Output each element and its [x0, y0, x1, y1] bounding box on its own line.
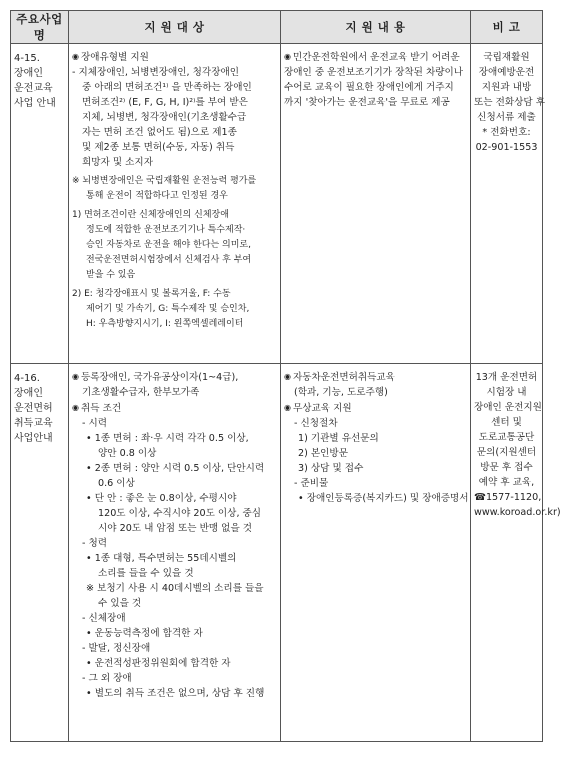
- note-line: 시험장 내: [486, 387, 527, 398]
- header-target: 지 원 대 상: [69, 11, 281, 44]
- program-number: 4-15.: [14, 53, 40, 64]
- program-name-cell: [11, 44, 69, 364]
- website-url: www.koroad.or.kr): [474, 507, 561, 518]
- target-cell: [69, 44, 281, 364]
- target-cell: [69, 364, 281, 742]
- text-line: ※ 보청기 사용 시 40데시벨의 소리를 들을: [86, 583, 264, 594]
- text-line: - 신체장애: [82, 613, 126, 624]
- section-heading: ◉ 취득 조건: [72, 403, 122, 414]
- section-heading: ◉ 무상교육 지원: [284, 403, 352, 414]
- text-line: (학과, 기능, 도로주행): [294, 387, 388, 398]
- table-row: [11, 44, 543, 364]
- note-cell: [471, 364, 561, 742]
- text-line: 자는 면허 조건 없어도 됨)으로 제1종: [82, 127, 237, 138]
- footnote-line: 전국운전면허시험장에서 신체검사 후 부여: [86, 255, 252, 265]
- text-line: ◉ 등록장애인, 국가유공상이자(1~4급),: [72, 372, 239, 383]
- program-name-line: 취득교육: [14, 418, 53, 429]
- footnote-line: H: 우측방향지시기, I: 왼쪽엑셀레레이터: [86, 319, 244, 329]
- footnote-line: 제어기 및 가속기, G: 특수제작 및 승인차,: [86, 304, 250, 314]
- circle-bullet-icon: ◉: [284, 403, 291, 412]
- table-row: [11, 364, 543, 742]
- note-line: 장애예방운전: [478, 67, 535, 78]
- text-line: - 신청절차: [294, 418, 338, 429]
- program-number: 4-16.: [14, 373, 40, 384]
- program-name-line: 장애인: [14, 388, 43, 399]
- text-line: 시야 20도 내 암점 또는 반맹 없을 것: [98, 523, 253, 534]
- text-line: 양안 0.8 이상: [98, 448, 157, 459]
- note-line: 신청서류 제출: [477, 112, 536, 123]
- program-name-line: 운전교육: [14, 83, 53, 94]
- text-line: - 발달, 정신장애: [82, 643, 151, 654]
- text-line: 3) 상담 및 접수: [298, 463, 364, 474]
- text-line: 120도 이상, 수직시야 20도 이상, 중심: [98, 508, 262, 519]
- note-line: 지원과 내방: [481, 82, 532, 93]
- text-line: ◉ 민간운전학원에서 운전교육 받기 어려운: [284, 52, 460, 63]
- text-line: • 별도의 취득 조건은 없으며, 상담 후 진행: [86, 688, 265, 699]
- text-line: • 1종 면허 : 좌·우 시력 각각 0.5 이상,: [86, 433, 249, 444]
- circle-bullet-icon: ◉: [72, 52, 79, 61]
- program-name-line: 사업 안내: [14, 98, 56, 109]
- footnote-line: 정도에 적합한 운전보조기기나 특수제작·: [86, 225, 246, 235]
- footnote-line: 받을 수 있음: [86, 270, 136, 280]
- text-line: • 1종 대형, 특수면허는 55데시벨의: [86, 553, 237, 564]
- text-line: • 2종 면허 : 양안 시력 0.5 이상, 단안시력: [86, 463, 265, 474]
- circle-bullet-icon: ◉: [284, 372, 291, 381]
- text-line: 희망자 및 소지자: [82, 157, 153, 168]
- text-line: - 그 외 장애: [82, 673, 132, 684]
- text-line: 기초생활수급자, 한부모가족: [82, 387, 200, 398]
- text-line: • 운전적성판정위원회에 합격한 자: [86, 658, 231, 669]
- note-line: 장애인 운전지원: [474, 402, 542, 413]
- note-cell: [471, 44, 543, 364]
- program-name-line: 사업안내: [14, 433, 53, 444]
- note-line: 도로교통공단: [478, 432, 535, 443]
- phone-number: ☎1577-1120,: [474, 492, 542, 503]
- text-line: • 장애인등록증(복지카드) 및 장애증명서: [298, 493, 469, 504]
- footnote-line: 1) 면허조건이란 신체장애인의 신체장애: [72, 210, 229, 220]
- footnote-line: ※ 뇌병변장애인은 국립재활원 운전능력 평가를: [72, 176, 257, 186]
- text-line: ◉ 자동차운전면허취득교육: [284, 372, 395, 383]
- text-line: 0.6 이상: [98, 478, 135, 489]
- note-line: 문의(지원센터: [476, 447, 537, 458]
- text-line: 까지 '찾아가는 운전교육'을 무료로 제공: [284, 97, 450, 108]
- note-line: 센터 및: [491, 417, 522, 428]
- header-content: 지 원 내 용: [281, 11, 471, 44]
- note-line: 국립재활원: [483, 52, 530, 63]
- text-line: • 운동능력측정에 합격한 자: [86, 628, 203, 639]
- header-note: 비 고: [471, 11, 543, 44]
- circle-bullet-icon: ◉: [72, 372, 79, 381]
- text-line: 지체, 뇌병변, 청각장애인(기초생활수급: [82, 112, 247, 123]
- header-program-name: 주요사업명: [11, 11, 69, 44]
- content-cell: [281, 364, 471, 742]
- program-name-line: 운전면허: [14, 403, 53, 414]
- footnote-line: 2) E: 청각장애표시 및 볼록거울, F: 수동: [72, 289, 231, 299]
- footnote-line: 통해 운전이 적합하다고 인정된 경우: [86, 191, 228, 201]
- text-line: 장애인 중 운전보조기기가 장착된 차량이나: [284, 67, 464, 78]
- text-line: - 시력: [82, 418, 108, 429]
- section-heading: ◉ 장애유형별 지원: [72, 52, 149, 63]
- text-line: 수어로 교육이 필요한 장애인에게 거주지: [284, 82, 454, 93]
- note-line: 또는 전화상담 후: [474, 97, 545, 108]
- note-line: 예약 후 교육,: [478, 477, 535, 488]
- text-line: - 청력: [82, 538, 108, 549]
- footnote-line: 승인 자동차로 운전을 해야 한다는 의미로,: [86, 240, 251, 250]
- note-line: 방문 후 접수: [480, 462, 533, 473]
- text-line: 중 아래의 면허조건¹⁾ 을 만족하는 장애인: [82, 82, 252, 93]
- text-line: 면허조건²⁾ (E, F, G, H, I)²⁾를 부여 받은: [82, 97, 248, 108]
- text-line: 수 있을 것: [98, 598, 142, 609]
- header-row: [11, 11, 543, 44]
- text-line: - 지체장애인, 뇌병변장애인, 청각장애인: [72, 67, 239, 78]
- text-line: • 단 안 : 좋은 눈 0.8이상, 수평시야: [86, 493, 237, 504]
- circle-bullet-icon: ◉: [72, 403, 79, 412]
- note-line: * 전화번호:: [482, 127, 531, 138]
- text-line: 소리를 들을 수 있을 것: [98, 568, 194, 579]
- text-line: 1) 기관별 유선문의: [298, 433, 379, 444]
- program-table: [10, 10, 561, 742]
- phone-number: 02-901-1553: [475, 142, 538, 153]
- program-name-cell: [11, 364, 69, 742]
- program-name-line: 장애인: [14, 68, 43, 79]
- text-line: 2) 본인방문: [298, 448, 348, 459]
- text-line: 및 제2종 보통 면허(수동, 자동) 취득: [82, 142, 235, 153]
- content-cell: [281, 44, 471, 364]
- circle-bullet-icon: ◉: [284, 52, 291, 61]
- text-line: - 준비물: [294, 478, 329, 489]
- note-line: 13개 운전면허: [475, 372, 538, 383]
